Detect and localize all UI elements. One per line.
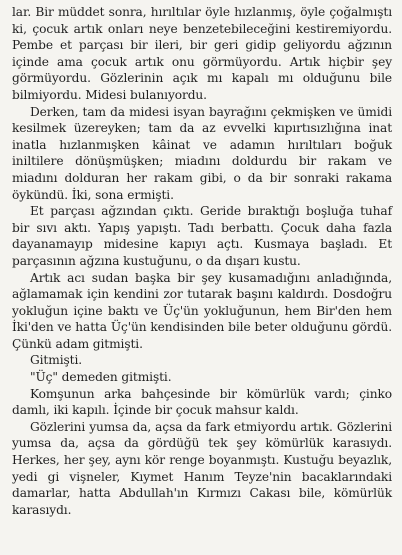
paragraph-8: Gözlerini yumsa da, açsa da fark etmiyordu artık. Gözlerini yumsa da, açsa da gördüğü tek şey kömürlük karasıydı. Herkes, her şey, aynı kör renge boyanmıştı. Kustuğu beyazlık, yedi gi vişneler, Kıymet Hanım Teyze'nin bacaklarındaki damarlar, hatta Abdullah'ın Kırmızı Cakası bile, kömürlük karasıydı. — [12, 419, 392, 517]
paragraph-5: Gitmişti. — [30, 353, 83, 368]
paragraph-3: Et parçası ağzından çıktı. Geride bıraktığı boşluğa tuhaf bir sıvı aktı. Yapış yapıştı. Tadı berbattı. Çocuk daha fazla dayanamayıp midesine kapıyı açtı. Kusmaya başladı. Et parçasının ağzına kustuğunu, o da dışarı kustu. — [12, 204, 392, 268]
paragraph-2: Derken, tam da midesi isyan bayrağını çekmişken ve ümidi kesilmek üzereyken; tam da az evvelki kıpırtısızlığına inat inatla hızlanmışken kâinat ve adamın hırıltıları boğuk iniltilere dönüşmüşken; miadını doldurdu bir rakam ve miadını dolduran her rakam gibi, o da bir sonraki rakama öykündü. İki, sona ermişti. — [12, 104, 392, 202]
paragraph-1: lar. Bir müddet sonra, hırıltılar öyle hızlanmış, öyle çoğalmıştı ki, çocuk artık onları neye benzetebileceğini kestiremiyordu. Pembe et parçası bir ileri, bir geri gidip geliyordu ağzının içinde ama çocuk artık onu görmüyordu. Artık hiçbir şey görmüyordu. Gözlerinin açık mı kapalı mı olduğunu bile bilmiyordu. Midesi bulanıyordu. — [12, 5, 392, 102]
paragraph-7: Komşunun arka bahçesinde bir kömürlük vardı; çinko damlı, iki kapılı. İçinde bir çocuk mahsur kaldı. — [12, 386, 392, 418]
paragraph-4: Artık acı sudan başka bir şey kusamadığını anladığında, ağlamamak için kendini zor tutarak başını kaldırdı. Dosdoğru yokluğun içine baktı ve Üç'ün yokluğunun, hem Bir'den hem İki'den ve hatta Üç'ün kendisinden bile beter olduğunu gördü. Çünkü adam gitmişti. — [12, 270, 392, 351]
paragraph-6: "Üç" demeden gitmişti. — [30, 370, 172, 385]
